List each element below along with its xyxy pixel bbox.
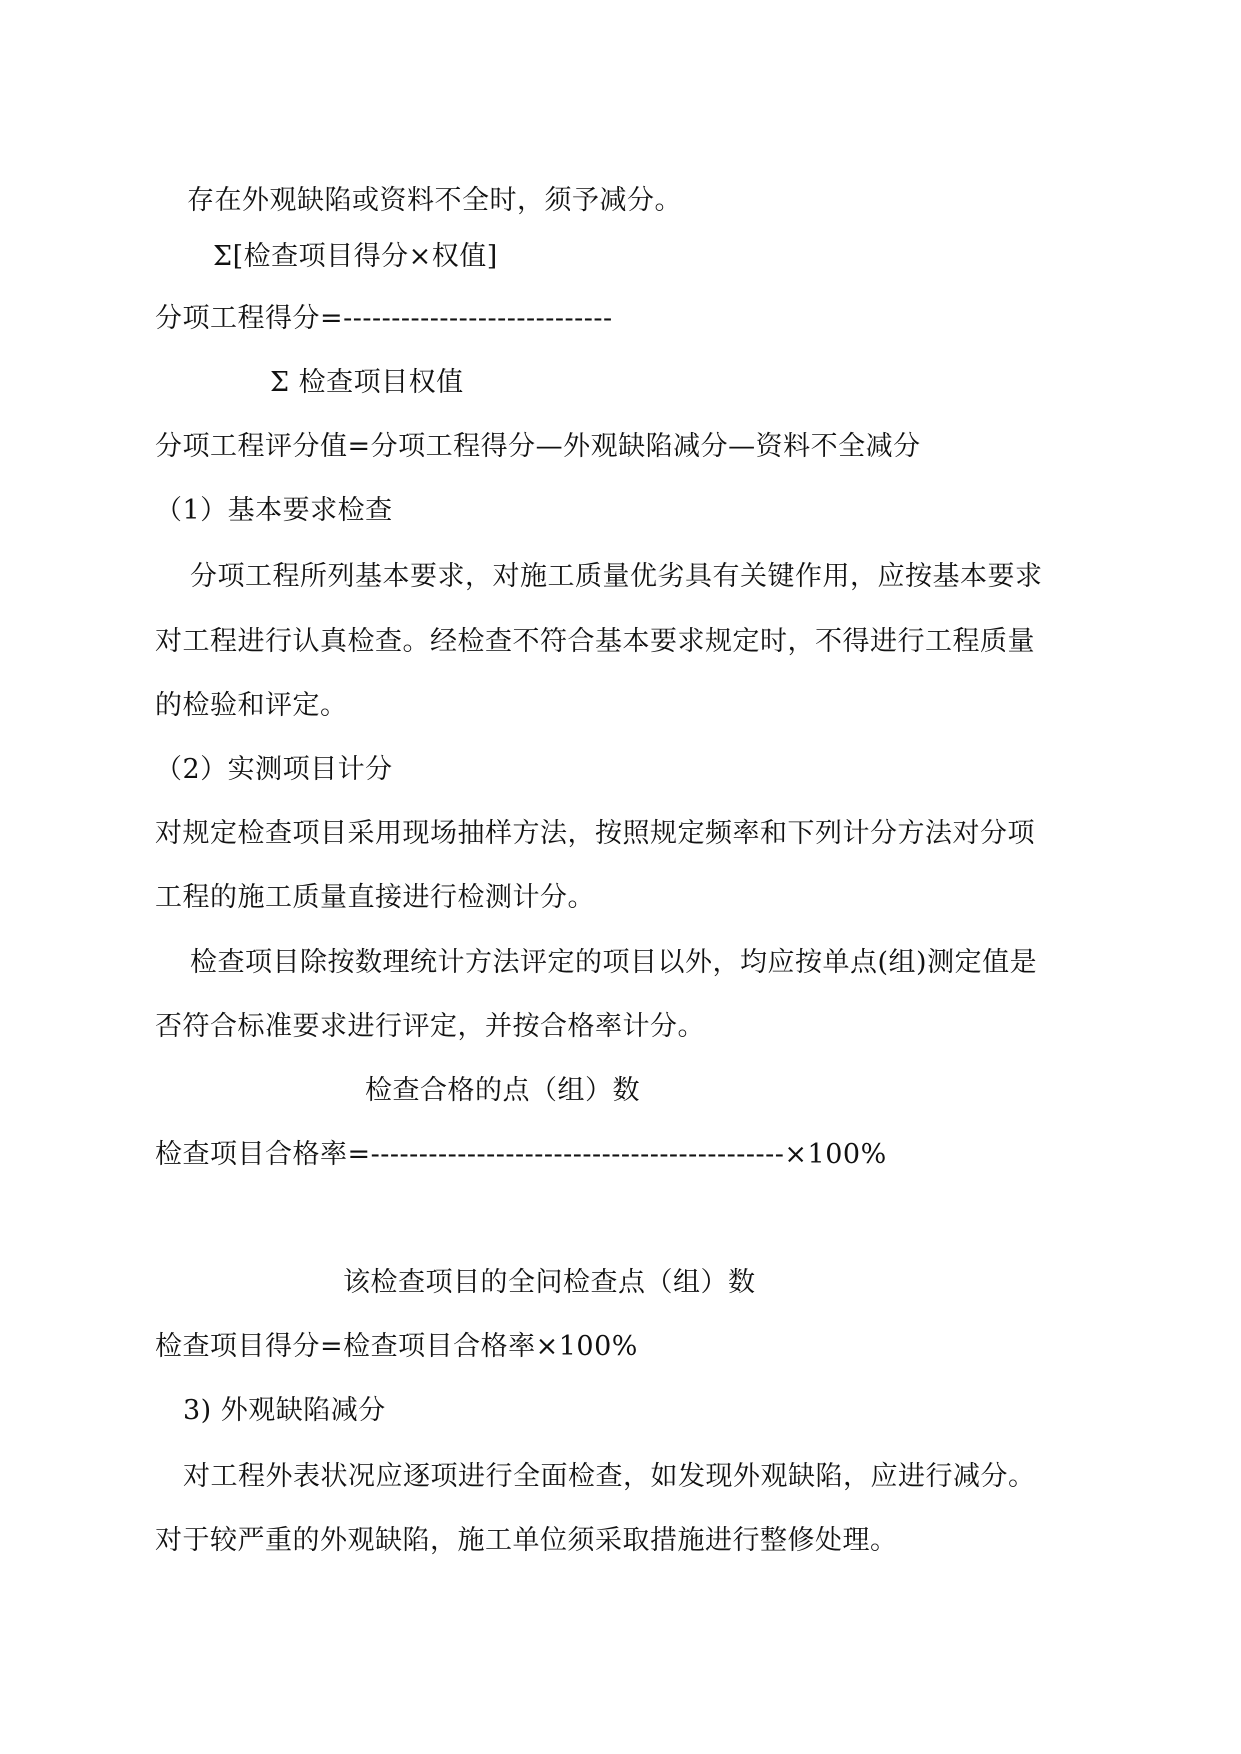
section-heading: （2）实测项目计分 bbox=[155, 754, 393, 785]
paragraph-line: 对工程进行认真检查。经检查不符合基本要求规定时，不得进行工程质量 bbox=[155, 626, 1035, 657]
section-heading: 3) 外观缺陷减分 bbox=[183, 1395, 386, 1426]
text-line: 存在外观缺陷或资料不全时，须予减分。 bbox=[187, 185, 682, 216]
paragraph-line: 否符合标准要求进行评定，并按合格率计分。 bbox=[155, 1011, 705, 1042]
formula-line: 分项工程评分值=分项工程得分—外观缺陷减分—资料不全减分 bbox=[155, 431, 921, 462]
paragraph-line: 工程的施工质量直接进行检测计分。 bbox=[155, 882, 595, 913]
paragraph-line: 的检验和评定。 bbox=[155, 690, 348, 721]
formula-numerator: Σ[检查项目得分×权值] bbox=[213, 241, 498, 272]
formula-line: 分项工程得分=---------------------------- bbox=[155, 303, 613, 334]
formula-numerator: 检查合格的点（组）数 bbox=[365, 1075, 640, 1106]
formula-denominator: Σ 检查项目权值 bbox=[270, 367, 464, 398]
paragraph-line: 对规定检查项目采用现场抽样方法，按照规定频率和下列计分方法对分项 bbox=[155, 818, 1035, 849]
section-heading: （1）基本要求检查 bbox=[155, 495, 393, 526]
paragraph-line: 检查项目除按数理统计方法评定的项目以外，均应按单点(组)测定值是 bbox=[190, 947, 1038, 978]
formula-line: 检查项目合格率=-------------------------------------------×100% bbox=[155, 1139, 887, 1170]
formula-denominator: 该检查项目的全问检查点（组）数 bbox=[343, 1267, 756, 1298]
formula-line: 检查项目得分=检查项目合格率×100% bbox=[155, 1331, 638, 1362]
paragraph-line: 对于较严重的外观缺陷，施工单位须采取措施进行整修处理。 bbox=[155, 1525, 898, 1556]
paragraph-line: 分项工程所列基本要求，对施工质量优劣具有关键作用，应按基本要求 bbox=[190, 561, 1043, 592]
paragraph-line: 对工程外表状况应逐项进行全面检查，如发现外观缺陷，应进行减分。 bbox=[183, 1461, 1036, 1492]
